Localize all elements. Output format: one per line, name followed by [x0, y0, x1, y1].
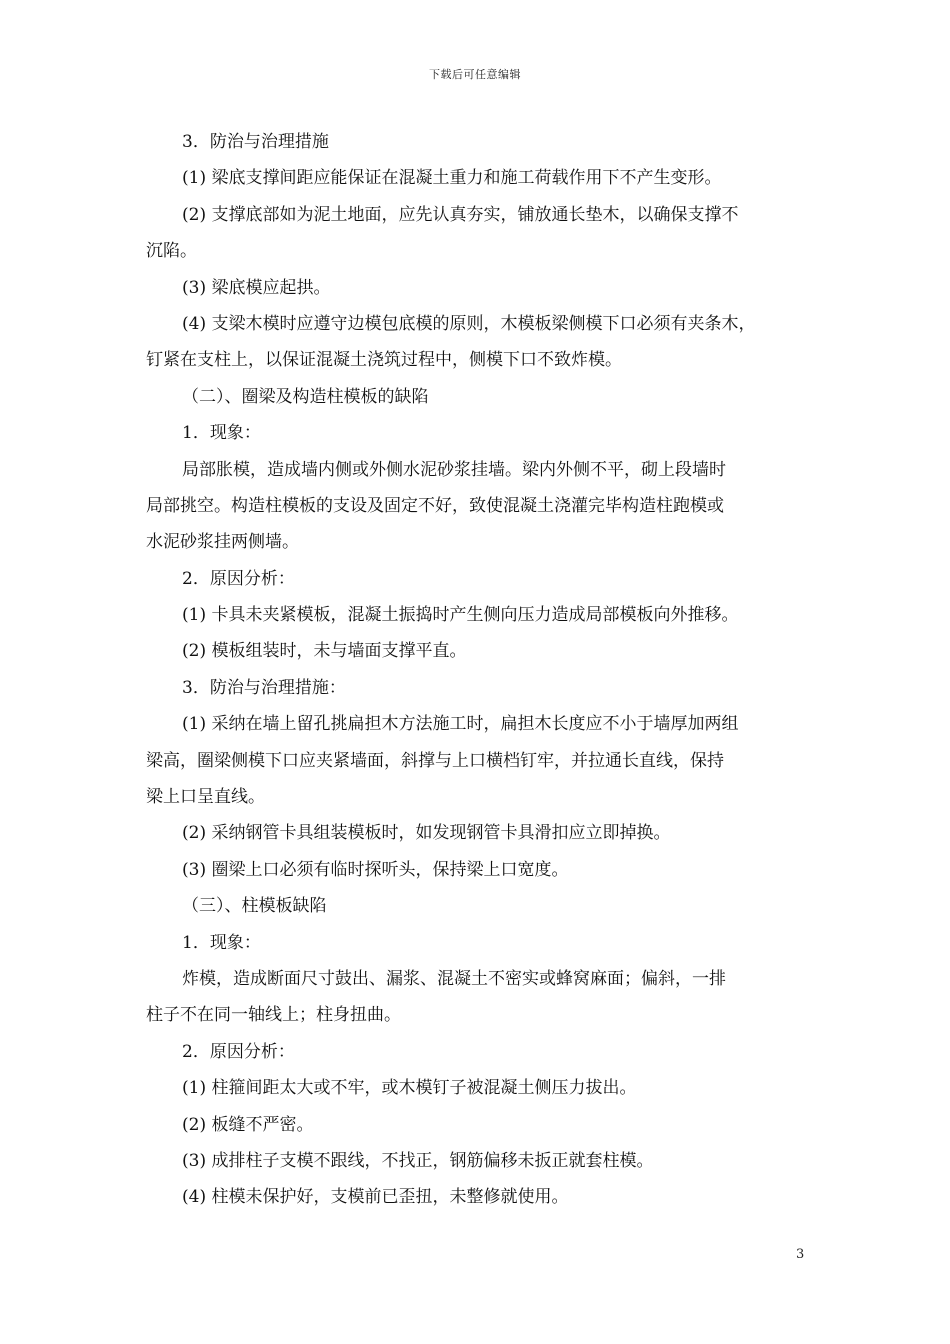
- text-line: 2．原因分析：: [182, 568, 295, 589]
- text-line: (2) 支撑底部如为泥土地面，应先认真夯实，铺放通长垫木，以确保支撑不: [182, 204, 739, 225]
- text-line: (4) 支梁木模时应遵守边模包底模的原则，木模板梁侧模下口必须有夹条木，: [182, 313, 756, 334]
- text-line: 1．现象：: [182, 423, 261, 444]
- text-line: （二）、圈梁及构造柱模板的缺陷: [182, 386, 429, 407]
- text-line: (3) 梁底模应起拱。: [182, 277, 331, 298]
- text-line: 沉陷。: [146, 241, 197, 262]
- page-header: 下载后可任意编辑: [429, 68, 521, 81]
- text-line: 水泥砂浆挂两侧墙。: [146, 532, 299, 553]
- text-line: 1．现象：: [182, 932, 261, 953]
- text-line: （三）、柱模板缺陷: [182, 896, 327, 917]
- text-line: (3) 成排柱子支模不跟线，不找正，钢筋偏移未扳正就套柱模。: [182, 1150, 654, 1171]
- text-line: (4) 柱模未保护好，支模前已歪扭，未整修就使用。: [182, 1187, 569, 1208]
- text-line: (2) 板缝不严密。: [182, 1114, 314, 1135]
- text-line: 钉紧在支柱上，以保证混凝土浇筑过程中，侧模下口不致炸模。: [146, 350, 622, 371]
- text-line: 局部挑空。构造柱模板的支设及固定不好，致使混凝土浇灌完毕构造柱跑模或: [146, 495, 724, 516]
- text-line: 局部胀模，造成墙内侧或外侧水泥砂浆挂墙。梁内外侧不平，砌上段墙时: [182, 459, 726, 480]
- text-line: (1) 采纳在墙上留孔挑扁担木方法施工时，扁担木长度应不小于墙厚加两组: [182, 714, 739, 735]
- text-line: 3．防治与治理措施：: [182, 677, 346, 698]
- text-line: 梁高，圈梁侧模下口应夹紧墙面，斜撑与上口横档钉牢，并拉通长直线，保持: [146, 750, 724, 771]
- body-text: [146, 124, 810, 1216]
- text-line: 3．防治与治理措施: [182, 132, 329, 152]
- page-number: 3: [796, 1247, 805, 1262]
- text-line: 梁上口呈直线。: [146, 787, 265, 808]
- text-line: (1) 柱箍间距太大或不牢，或木模钉子被混凝土侧压力拔出。: [182, 1078, 637, 1099]
- text-line: 柱子不在同一轴线上；柱身扭曲。: [146, 1005, 401, 1026]
- text-line: 2．原因分析：: [182, 1041, 295, 1062]
- text-line: (2) 模板组装时，未与墙面支撑平直。: [182, 641, 467, 662]
- text-line: (2) 采纳钢管卡具组装模板时，如发现钢管卡具滑扣应立即掉换。: [182, 823, 671, 844]
- text-line: (1) 卡具未夹紧模板，混凝土振捣时产生侧向压力造成局部模板向外推移。: [182, 605, 739, 626]
- text-line: (3) 圈梁上口必须有临时探听头，保持梁上口宽度。: [182, 859, 569, 880]
- text-line: (1) 梁底支撑间距应能保证在混凝土重力和施工荷载作用下不产生变形。: [182, 168, 722, 189]
- text-line: 炸模，造成断面尺寸鼓出、漏浆、混凝土不密实或蜂窝麻面；偏斜，一排: [182, 968, 726, 989]
